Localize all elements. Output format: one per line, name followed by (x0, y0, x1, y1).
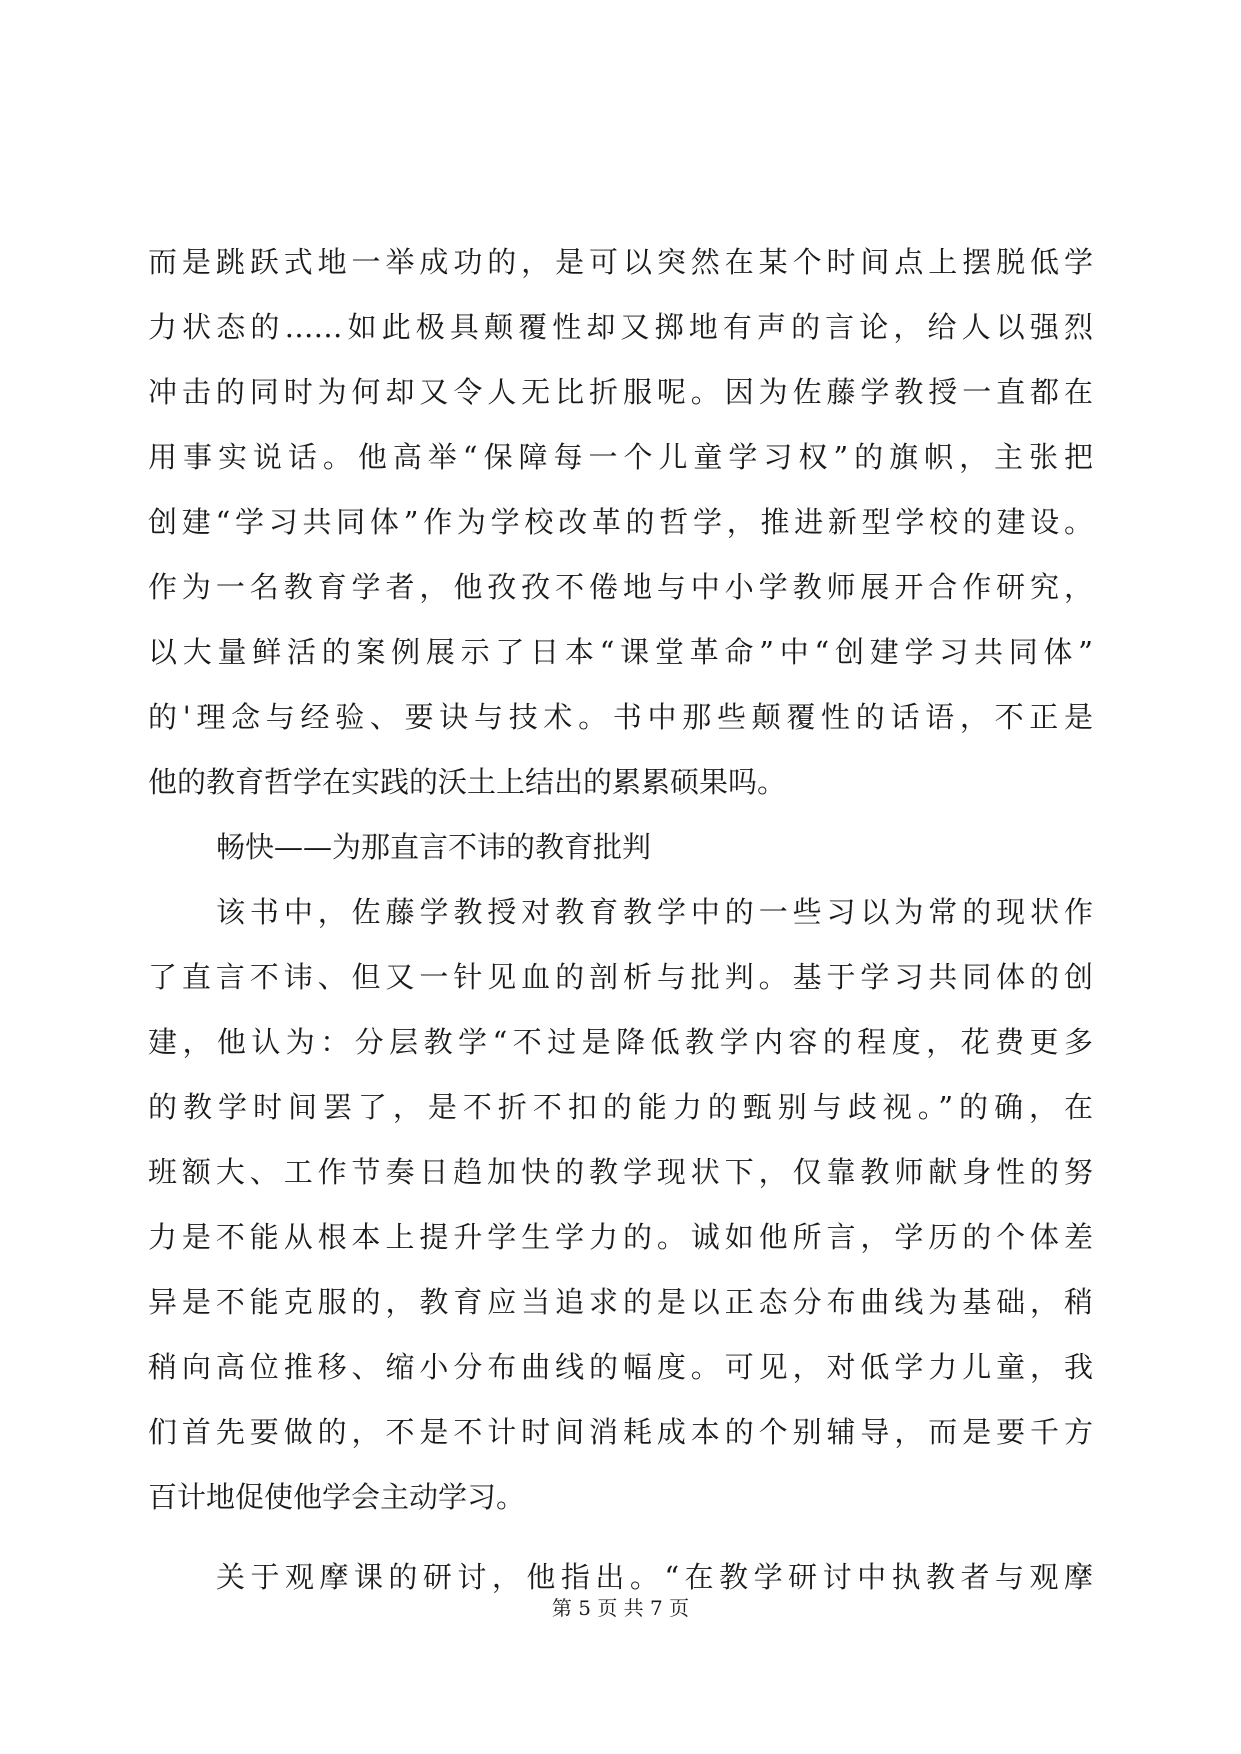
text-line: 异是不能克服的，教育应当追求的是以正态分布曲线为基础，稍 (148, 1285, 1093, 1319)
page-number-footer: 第 5 页 共 7 页 (551, 1596, 690, 1620)
text-line: 以大量鲜活的案例展示了日本“课堂革命”中“创建学习共同体” (148, 635, 1093, 669)
text-line: 的教学时间罢了，是不折不扣的能力的甄别与歧视。”的确，在 (148, 1090, 1093, 1124)
text-line: 用事实说话。他高举“保障每一个儿童学习权”的旗帜，主张把 (148, 440, 1093, 474)
body-text (148, 230, 1093, 1610)
text-line: 了直言不讳、但又一针见血的剖析与批判。基于学习共同体的创 (148, 960, 1093, 994)
text-line: 百计地促使他学会主动学习。 (148, 1480, 526, 1514)
paragraph-gap (148, 1530, 1093, 1545)
text-line: 力状态的……如此极具颠覆性却又掷地有声的言论，给人以强烈 (148, 310, 1093, 344)
text-line: 建，他认为：分层教学“不过是降低教学内容的程度，花费更多 (148, 1025, 1093, 1059)
text-line: 该书中，佐藤学教授对教育教学中的一些习以为常的现状作 (216, 895, 1093, 929)
text-line: 力是不能从根本上提升学生学力的。诚如他所言，学历的个体差 (148, 1220, 1093, 1254)
text-line: 他的教育哲学在实践的沃土上结出的累累硕果吗。 (148, 765, 787, 799)
text-line: 作为一名教育学者，他孜孜不倦地与中小学教师展开合作研究， (148, 570, 1093, 604)
text-line: 冲击的同时为何却又令人无比折服呢。因为佐藤学教授一直都在 (148, 375, 1093, 409)
text-line: 创建“学习共同体”作为学校改革的哲学，推进新型学校的建设。 (148, 505, 1093, 539)
text-line: 而是跳跃式地一举成功的，是可以突然在某个时间点上摆脱低学 (148, 245, 1093, 279)
text-line: 稍向高位推移、缩小分布曲线的幅度。可见，对低学力儿童，我 (148, 1350, 1093, 1384)
section-heading: 畅快——为那直言不讳的教育批判 (216, 830, 652, 864)
text-line: 们首先要做的，不是不计时间消耗成本的个别辅导，而是要千方 (148, 1415, 1093, 1449)
text-line: 班额大、工作节奏日趋加快的教学现状下，仅靠教师献身性的努 (148, 1155, 1093, 1189)
text-line: 关于观摩课的研讨，他指出。“在教学研讨中执教者与观摩 (216, 1560, 1093, 1594)
text-line: 的'理念与经验、要诀与技术。书中那些颠覆性的话语，不正是 (148, 700, 1093, 734)
